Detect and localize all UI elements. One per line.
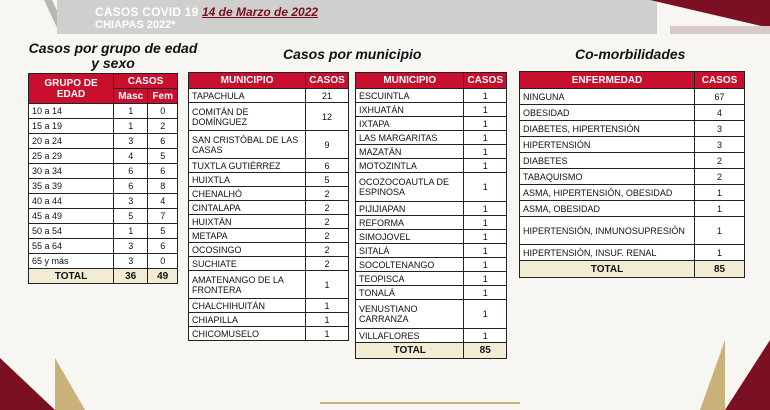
municipio-table-1 <box>188 72 349 341</box>
municipio-cell: MAZATÁN <box>356 145 464 159</box>
casos-cell: 4 <box>695 105 745 121</box>
table-row <box>189 159 349 173</box>
table-row <box>189 215 349 229</box>
casos-cell: 1 <box>464 131 507 145</box>
table-row <box>356 286 507 300</box>
municipio-cell: REFORMA <box>356 216 464 230</box>
fem-cell: 7 <box>148 209 178 224</box>
table-row <box>189 89 349 103</box>
age-group-cell: 25 a 29 <box>29 149 114 164</box>
bottom-rule <box>320 402 520 404</box>
table-row <box>520 105 745 121</box>
col-header-enfermedad: ENFERMEDAD <box>520 72 695 89</box>
enfermedad-cell: TABAQUISMO <box>520 169 695 185</box>
municipio-cell: VILLAFLORES <box>356 329 464 343</box>
age-group-cell: 10 a 14 <box>29 104 114 119</box>
masc-cell: 3 <box>114 194 148 209</box>
municipio-cell: IXTAPA <box>356 117 464 131</box>
col-header-fem: Fem <box>148 89 178 104</box>
casos-cell: 67 <box>695 89 745 105</box>
table-row <box>520 89 745 105</box>
corner-decoration-bottom-left <box>0 358 55 410</box>
municipio-cell: PIJIJIAPAN <box>356 202 464 216</box>
municipio-cell: VENUSTIANO CARRANZA <box>356 300 464 329</box>
casos-cell: 2 <box>306 187 349 201</box>
table-row <box>356 329 507 343</box>
casos-cell: 1 <box>695 245 745 261</box>
table-row <box>189 131 349 159</box>
casos-cell: 1 <box>464 230 507 244</box>
table-row <box>29 149 178 164</box>
table-row <box>356 230 507 244</box>
table-row <box>356 89 507 103</box>
enfermedad-cell: HIPERTENSIÓN <box>520 137 695 153</box>
masc-cell: 6 <box>114 179 148 194</box>
table-row <box>356 300 507 329</box>
municipio-cell: OCOSINGO <box>189 243 306 257</box>
col-header-casos: CASOS <box>306 73 349 89</box>
heading-municipio: Casos por municipio <box>283 46 422 62</box>
casos-cell: 2 <box>695 153 745 169</box>
age-group-cell: 55 a 64 <box>29 239 114 254</box>
casos-cell: 1 <box>464 145 507 159</box>
total-value: 85 <box>695 261 745 278</box>
municipio-cell: SIMOJOVEL <box>356 230 464 244</box>
casos-cell: 2 <box>306 201 349 215</box>
fem-cell: 6 <box>148 239 178 254</box>
age-group-cell: 30 a 34 <box>29 164 114 179</box>
table-row <box>29 254 178 269</box>
banner-title: CASOS COVID 19 <box>95 5 199 19</box>
masc-cell: 5 <box>114 209 148 224</box>
masc-cell: 3 <box>114 254 148 269</box>
casos-cell: 1 <box>306 271 349 299</box>
fem-cell: 0 <box>148 254 178 269</box>
age-group-cell: 15 a 19 <box>29 119 114 134</box>
col-header-municipio: MUNICIPIO <box>356 73 464 89</box>
municipio-cell: SOCOLTENANGO <box>356 258 464 272</box>
casos-cell: 1 <box>464 216 507 230</box>
casos-cell: 1 <box>695 217 745 245</box>
col-header-casos: CASOS <box>695 72 745 89</box>
municipio-cell: TEOPISCA <box>356 272 464 286</box>
enfermedad-cell: NINGUNA <box>520 89 695 105</box>
casos-cell: 2 <box>306 215 349 229</box>
total-label: TOTAL <box>356 343 464 359</box>
municipio-cell: SAN CRISTÓBAL DE LAS CASAS <box>189 131 306 159</box>
table-row <box>520 245 745 261</box>
table-row <box>29 104 178 119</box>
table-row <box>189 201 349 215</box>
table-row <box>29 239 178 254</box>
total-fem: 49 <box>148 269 178 284</box>
casos-cell: 1 <box>464 202 507 216</box>
enfermedad-cell: OBESIDAD <box>520 105 695 121</box>
fem-cell: 0 <box>148 104 178 119</box>
fem-cell: 5 <box>148 149 178 164</box>
total-masc: 36 <box>114 269 148 284</box>
municipio-cell: SUCHIATE <box>189 257 306 271</box>
age-group-cell: 40 a 44 <box>29 194 114 209</box>
table-row <box>29 164 178 179</box>
col-header-casos: CASOS <box>464 73 507 89</box>
table-row <box>356 173 507 202</box>
table-row <box>29 179 178 194</box>
municipio-cell: CHENALHÓ <box>189 187 306 201</box>
casos-cell: 1 <box>464 300 507 329</box>
table-row <box>189 243 349 257</box>
municipio-cell: ESCUINTLA <box>356 89 464 103</box>
age-sex-table <box>28 73 178 284</box>
municipio-cell: SITALÁ <box>356 244 464 258</box>
casos-cell: 1 <box>306 299 349 313</box>
table-row <box>520 137 745 153</box>
enfermedad-cell: HIPERTENSIÓN, INMUNOSUPRESIÓN <box>520 217 695 245</box>
table-row <box>189 173 349 187</box>
banner-subtitle: CHIAPAS 2022* <box>95 19 176 31</box>
table-row <box>29 224 178 239</box>
age-group-cell: 20 a 24 <box>29 134 114 149</box>
municipio-cell: HUIXTLA <box>189 173 306 187</box>
fem-cell: 2 <box>148 119 178 134</box>
casos-cell: 3 <box>695 137 745 153</box>
col-header-municipio: MUNICIPIO <box>189 73 306 89</box>
col-header-group: GRUPO DE EDAD <box>29 74 114 104</box>
enfermedad-cell: DIABETES, HIPERTENSIÓN <box>520 121 695 137</box>
table-row <box>29 194 178 209</box>
heading-age: Casos por grupo de edad y sexo <box>28 40 198 71</box>
corner-stripe-top-right <box>670 26 770 34</box>
enfermedad-cell: DIABETES <box>520 153 695 169</box>
table-row <box>520 169 745 185</box>
table-row <box>189 271 349 299</box>
casos-cell: 1 <box>464 258 507 272</box>
table-row <box>356 258 507 272</box>
table-row <box>356 103 507 117</box>
table-row <box>29 119 178 134</box>
casos-cell: 3 <box>695 121 745 137</box>
table-row <box>520 185 745 201</box>
table-row <box>520 217 745 245</box>
table-row <box>356 216 507 230</box>
enfermedad-cell: ASMA, HIPERTENSIÓN, OBESIDAD <box>520 185 695 201</box>
fem-cell: 8 <box>148 179 178 194</box>
casos-cell: 1 <box>464 103 507 117</box>
table-row <box>189 187 349 201</box>
table-row <box>356 272 507 286</box>
col-header-masc: Masc <box>114 89 148 104</box>
table-row <box>520 201 745 217</box>
casos-cell: 1 <box>464 272 507 286</box>
municipio-cell: COMITÁN DE DOMÍNGUEZ <box>189 103 306 131</box>
masc-cell: 6 <box>114 164 148 179</box>
heading-comorbilidades: Co-morbilidades <box>575 46 686 62</box>
table-row <box>189 327 349 341</box>
casos-cell: 12 <box>306 103 349 131</box>
municipio-cell: OCOZOCOAUTLA DE ESPINOSA <box>356 173 464 202</box>
age-group-cell: 65 y más <box>29 254 114 269</box>
casos-cell: 1 <box>306 313 349 327</box>
fem-cell: 4 <box>148 194 178 209</box>
municipio-cell: TUXTLA GUTIÉRREZ <box>189 159 306 173</box>
corner-stripe-bottom-right <box>700 340 725 410</box>
enfermedad-cell: ASMA, OBESIDAD <box>520 201 695 217</box>
municipio-cell: CHALCHIHUITÁN <box>189 299 306 313</box>
total-label: TOTAL <box>520 261 695 278</box>
table-row <box>189 299 349 313</box>
casos-cell: 2 <box>306 243 349 257</box>
age-group-cell: 35 a 39 <box>29 179 114 194</box>
table-row <box>29 134 178 149</box>
masc-cell: 1 <box>114 119 148 134</box>
casos-cell: 21 <box>306 89 349 103</box>
col-header-cases: CASOS <box>114 74 178 89</box>
municipio-cell: CHICOMUSELO <box>189 327 306 341</box>
total-label: TOTAL <box>29 269 114 284</box>
municipio-cell: TAPACHULA <box>189 89 306 103</box>
corner-decoration-top-right <box>650 0 770 28</box>
casos-cell: 1 <box>306 327 349 341</box>
casos-cell: 1 <box>464 159 507 173</box>
casos-cell: 1 <box>464 244 507 258</box>
municipio-cell: METAPA <box>189 229 306 243</box>
fem-cell: 6 <box>148 134 178 149</box>
table-row <box>189 313 349 327</box>
table-row <box>356 117 507 131</box>
corner-stripe-bottom-left <box>55 358 85 410</box>
municipio-table-2 <box>355 72 507 359</box>
casos-cell: 2 <box>695 169 745 185</box>
age-group-cell: 50 a 54 <box>29 224 114 239</box>
fem-cell: 5 <box>148 224 178 239</box>
table-row <box>189 103 349 131</box>
table-row <box>356 159 507 173</box>
casos-cell: 1 <box>464 117 507 131</box>
table-row <box>356 145 507 159</box>
table-row <box>29 209 178 224</box>
table-row <box>189 257 349 271</box>
enfermedad-cell: HIPERTENSIÓN, INSUF. RENAL <box>520 245 695 261</box>
casos-cell: 9 <box>306 131 349 159</box>
casos-cell: 1 <box>464 286 507 300</box>
casos-cell: 1 <box>464 89 507 103</box>
age-group-cell: 45 a 49 <box>29 209 114 224</box>
table-row <box>356 202 507 216</box>
municipio-cell: MOTOZINTLA <box>356 159 464 173</box>
masc-cell: 3 <box>114 134 148 149</box>
table-row <box>520 121 745 137</box>
municipio-cell: LAS MARGARITAS <box>356 131 464 145</box>
casos-cell: 5 <box>306 173 349 187</box>
fem-cell: 6 <box>148 164 178 179</box>
table-row <box>520 153 745 169</box>
municipio-cell: IXHUATÁN <box>356 103 464 117</box>
banner-date: 14 de Marzo de 2022 <box>202 5 319 19</box>
casos-cell: 1 <box>695 185 745 201</box>
corner-decoration-bottom-right <box>725 340 770 410</box>
table-row <box>189 229 349 243</box>
masc-cell: 4 <box>114 149 148 164</box>
table-row <box>356 244 507 258</box>
casos-cell: 1 <box>695 201 745 217</box>
municipio-cell: AMATENANGO DE LA FRONTERA <box>189 271 306 299</box>
municipio-cell: HUIXTÁN <box>189 215 306 229</box>
casos-cell: 2 <box>306 229 349 243</box>
masc-cell: 1 <box>114 224 148 239</box>
municipio-cell: CHIAPILLA <box>189 313 306 327</box>
masc-cell: 3 <box>114 239 148 254</box>
municipio-cell: CINTALAPA <box>189 201 306 215</box>
casos-cell: 6 <box>306 159 349 173</box>
table-row <box>356 131 507 145</box>
casos-cell: 1 <box>464 173 507 202</box>
total-value: 85 <box>464 343 507 359</box>
municipio-cell: TONALÁ <box>356 286 464 300</box>
casos-cell: 2 <box>306 257 349 271</box>
casos-cell: 1 <box>464 329 507 343</box>
comorbidities-table <box>519 71 745 278</box>
masc-cell: 1 <box>114 104 148 119</box>
